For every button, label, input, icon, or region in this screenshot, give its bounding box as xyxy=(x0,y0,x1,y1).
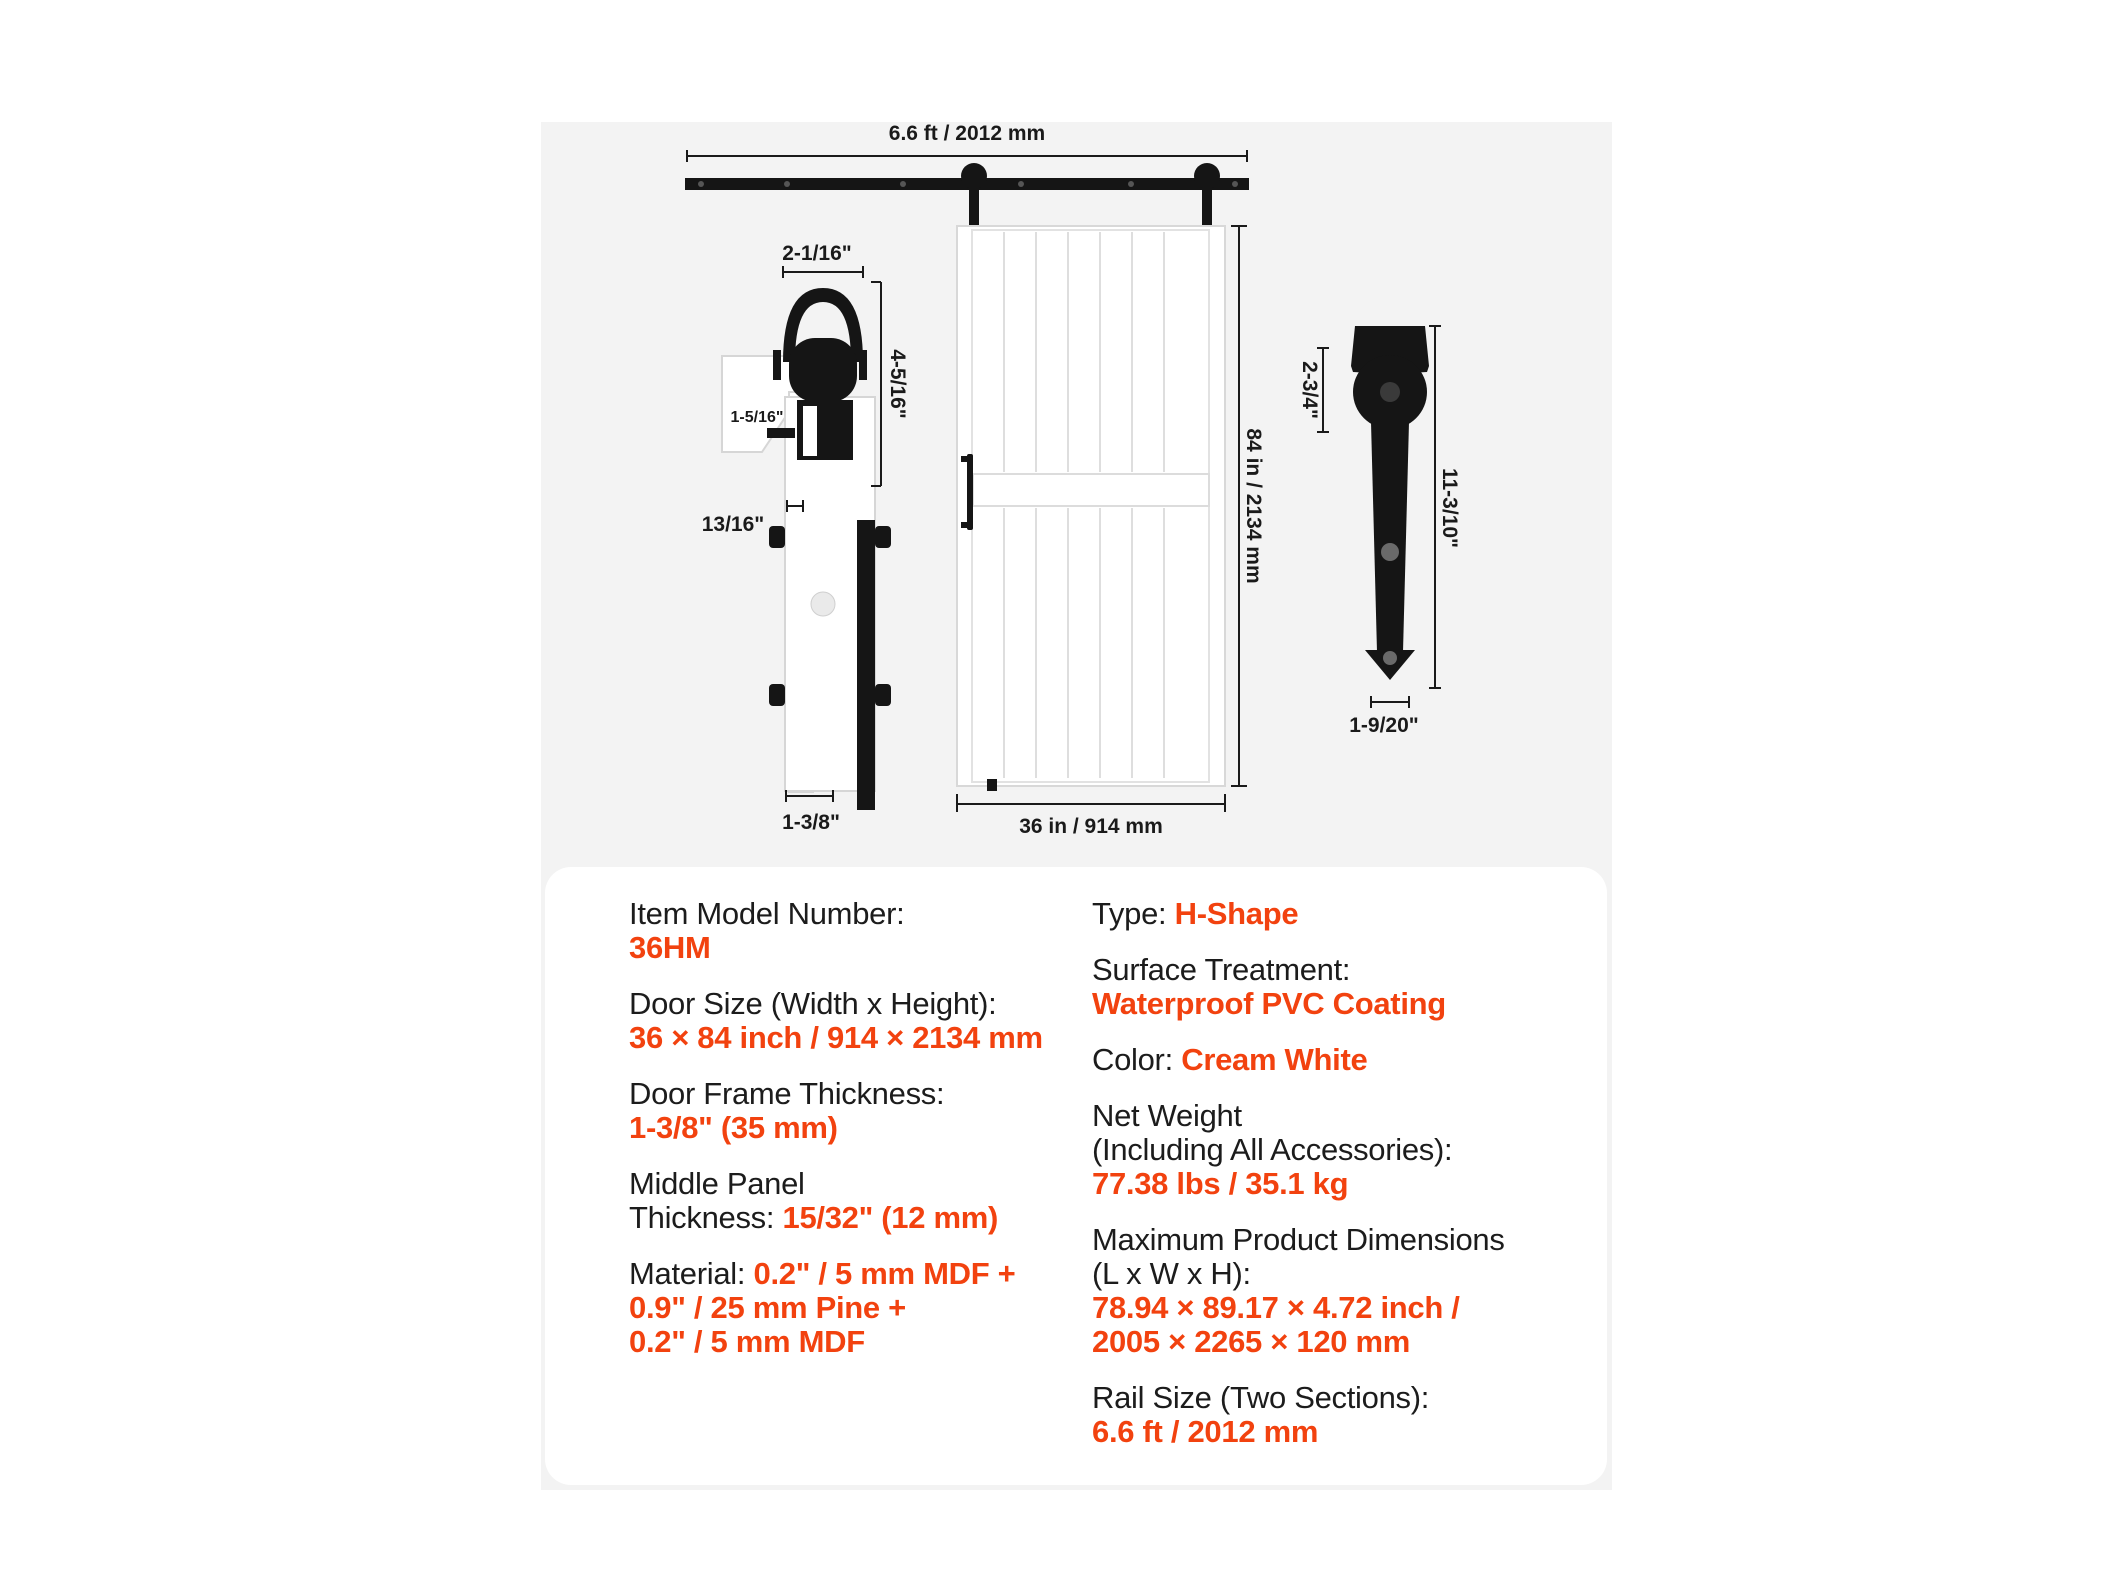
spec-value: Waterproof PVC Coating xyxy=(1092,986,1446,1021)
barn-door xyxy=(957,226,1225,786)
hanger-height-label: 4-5/16" xyxy=(886,349,909,419)
spec-door-size xyxy=(629,987,1069,1055)
spec-label: Net Weight xyxy=(1092,1098,1242,1133)
strap-width-label: 1-9/20" xyxy=(1349,714,1419,737)
spec-material xyxy=(629,1257,1069,1359)
spec-value: 36HM xyxy=(629,930,711,965)
spec-value: 15/32" (12 mm) xyxy=(782,1200,999,1235)
spec-label: Item Model Number: xyxy=(629,896,905,931)
rail-length-label: 6.6 ft / 2012 mm xyxy=(888,122,1046,145)
spec-net-weight xyxy=(1092,1099,1562,1201)
spec-label: Thickness: xyxy=(629,1200,775,1235)
spec-card xyxy=(545,867,1607,1485)
spec-label: Rail Size (Two Sections): xyxy=(1092,1380,1430,1415)
spec-value: 1-3/8" (35 mm) xyxy=(629,1110,838,1145)
spec-value: 78.94 × 89.17 × 4.72 inch / xyxy=(1092,1290,1460,1325)
spec-label: Type: xyxy=(1092,896,1167,931)
spec-value: H-Shape xyxy=(1174,896,1299,931)
spec-label: Surface Treatment: xyxy=(1092,952,1351,987)
strap-view xyxy=(1351,326,1429,680)
spec-value: 6.6 ft / 2012 mm xyxy=(1092,1414,1319,1449)
spec-rail-size xyxy=(1092,1381,1562,1449)
spec-label: Door Size (Width x Height): xyxy=(629,986,997,1021)
spec-panel-thickness xyxy=(629,1167,1069,1235)
spec-value: 77.38 lbs / 35.1 kg xyxy=(1092,1166,1349,1201)
door-width-label: 36 in / 914 mm xyxy=(1019,815,1163,838)
spec-value: Cream White xyxy=(1181,1042,1368,1077)
spec-type xyxy=(1092,897,1562,931)
spec-label: Material: xyxy=(629,1256,746,1291)
spec-value: 36 × 84 inch / 914 × 2134 mm xyxy=(629,1020,1043,1055)
spec-value: 2005 × 2265 × 120 mm xyxy=(1092,1324,1411,1359)
spec-column-right xyxy=(1092,897,1562,1471)
spec-max-dimensions xyxy=(1092,1223,1562,1359)
spacer-width-label: 1-5/16" xyxy=(730,409,784,426)
spec-label: Color: xyxy=(1092,1042,1173,1077)
spec-label: (L x W x H): xyxy=(1092,1256,1251,1291)
spec-label: (Including All Accessories): xyxy=(1092,1132,1453,1167)
spec-label: Door Frame Thickness: xyxy=(629,1076,945,1111)
spec-frame-thickness xyxy=(629,1077,1069,1145)
spec-value: 0.2" / 5 mm MDF xyxy=(629,1324,865,1359)
spec-label: Middle Panel xyxy=(629,1166,805,1201)
spec-color xyxy=(1092,1043,1562,1077)
floor-guide xyxy=(987,779,997,791)
door-thickness-label: 1-3/8" xyxy=(782,811,840,834)
spec-label: Maximum Product Dimensions xyxy=(1092,1222,1505,1257)
strap-head-label: 2-3/4" xyxy=(1298,361,1321,419)
door-height-label: 84 in / 2134 mm xyxy=(1242,428,1265,584)
hanger-width-label: 2-1/16" xyxy=(782,242,852,265)
spec-model-number xyxy=(629,897,1069,965)
bolt-offset-label: 13/16" xyxy=(701,513,765,536)
spec-value: 0.9" / 25 mm Pine + xyxy=(629,1290,906,1325)
door-width-dimension xyxy=(957,794,1225,812)
spec-surface-treatment xyxy=(1092,953,1562,1021)
spec-value: 0.2" / 5 mm MDF + xyxy=(753,1256,1016,1291)
rail-dimension xyxy=(687,150,1247,162)
spec-column-left xyxy=(629,897,1069,1381)
side-view xyxy=(722,288,891,810)
dimension-diagram xyxy=(541,122,1612,862)
strap-length-label: 11-3/10" xyxy=(1438,467,1461,549)
